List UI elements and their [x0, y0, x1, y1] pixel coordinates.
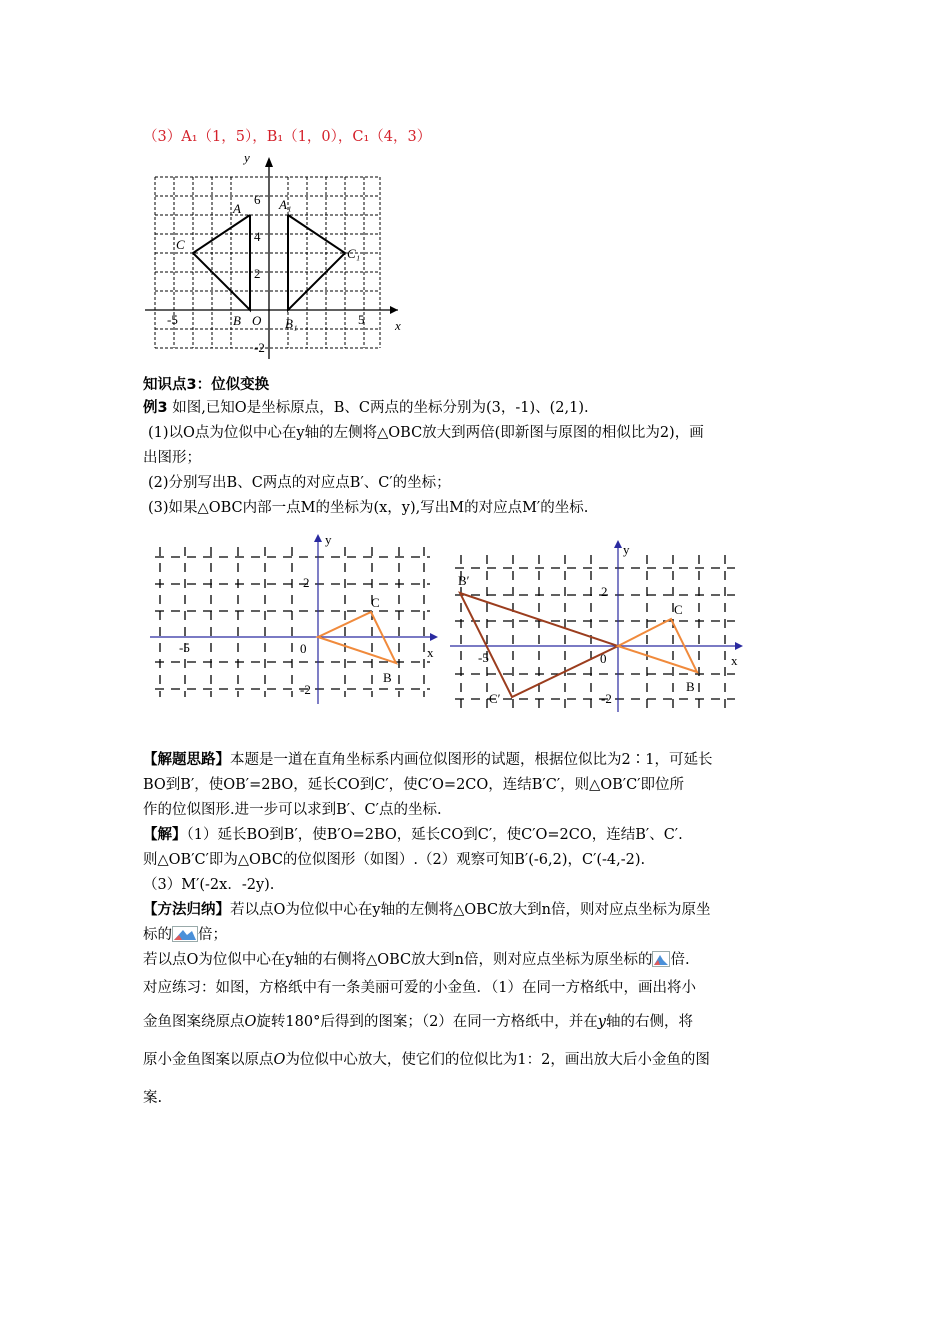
- thinking-line-2: BO到B′，使OB′=2BO，延长CO到C′，使C′O=2CO，连结B′C′，则△OB′C′即位所: [143, 777, 684, 793]
- practice-line-2: [143, 1012, 693, 1032]
- practice-origin-O: O: [244, 1014, 257, 1030]
- figure-reflection-grid: [140, 145, 420, 360]
- practice-text-2c: 轴的右侧，将: [606, 1014, 693, 1030]
- practice-y-axis: y: [597, 1014, 606, 1030]
- fig2r-label-Bprime: B′: [458, 573, 470, 588]
- thinking-tag: 【解题思路】: [143, 752, 230, 768]
- thinking-line-1: [143, 750, 712, 770]
- question-1a: (1)以O点为位似中心在y轴的左侧将△OBC放大到两倍(即新图与原图的相似比为2)，画: [148, 425, 704, 441]
- method-line-1: [143, 900, 710, 920]
- fig1-label-B1: B₁: [285, 316, 298, 331]
- method-tag: 【方法归纳】: [143, 902, 230, 918]
- fig1-label-A1: A₁: [279, 197, 292, 212]
- solution-text-1: （1）延长BO到B′，使B′O=2BO，延长CO到C′，使C′O=2CO，连结B′、C′.: [186, 827, 683, 843]
- fig1-tick-y-2: 2: [254, 266, 261, 281]
- fig2l-label-C: C: [371, 595, 380, 610]
- practice-text-3b: 为位似中心放大，使它们的位似比为1：2，画出放大后小金鱼的图: [285, 1052, 710, 1068]
- section-heading: 知识点3：位似变换: [143, 377, 270, 393]
- fig2r-origin: 0: [600, 651, 607, 666]
- fig2l-x-label: x: [427, 645, 434, 660]
- fig1-x-label: x: [395, 318, 401, 333]
- solution-line-3: （3）M′(-2x．-2y).: [143, 877, 275, 893]
- fig1-label-A: A: [233, 201, 241, 216]
- fig2l-label-B: B: [383, 670, 392, 685]
- method-text-2a: 标的: [143, 927, 172, 943]
- thinking-line-3: 作的位似图形.进一步可以求到B′、C′点的坐标.: [143, 802, 442, 818]
- example-stem-text: 如图,已知O是坐标原点，B、C两点的坐标分别为(3，-1)、(2,1).: [172, 400, 589, 416]
- example-title: 例3: [143, 400, 168, 416]
- thinking-text-1: 本题是一道在直角坐标系内画位似图形的试题，根据位似比为2∶1，可延长: [230, 752, 713, 768]
- fig2r-label-Cprime: C′: [489, 691, 501, 706]
- fig1-tick-x-pos: 5: [358, 312, 365, 327]
- answer-line-3: （3）A₁（1，5），B₁（1，0），C₁（4，3）: [143, 129, 432, 145]
- practice-text-2a: 金鱼图案绕原点: [143, 1014, 245, 1030]
- formula-image-icon: [652, 951, 670, 967]
- figure-enlarged-triangle: [450, 540, 750, 715]
- question-1b: 出图形；: [143, 450, 201, 466]
- figure-original-triangle: [145, 532, 445, 712]
- fig1-label-C: C: [176, 237, 185, 252]
- formula-image-icon: [172, 926, 198, 942]
- question-2: (2)分别写出B、C两点的对应点B′、C′的坐标；: [148, 475, 451, 491]
- practice-line-4: 案.: [143, 1090, 163, 1106]
- fig2r-tick-neg2: -2: [601, 691, 612, 706]
- fig2l-tick-neg2: -2: [300, 682, 311, 697]
- fig2r-tick-2: 2: [601, 584, 608, 599]
- fig2r-label-B: B: [686, 679, 695, 694]
- question-3: (3)如果△OBC内部一点M的坐标为(x，y),写出M的对应点M′的坐标.: [148, 500, 589, 516]
- practice-origin-O-2: O: [273, 1052, 286, 1068]
- fig1-y-label: y: [244, 150, 250, 165]
- practice-line-1: 对应练习：如图，方格纸中有一条美丽可爱的小金鱼．（1）在同一方格纸中，画出将小: [143, 980, 696, 996]
- fig1-tick-y-6: 6: [254, 192, 261, 207]
- solution-line-1: [143, 825, 683, 845]
- fig2r-y-label: y: [623, 542, 630, 557]
- method-text-3b: 倍.: [670, 952, 690, 968]
- practice-text-3a: 原小金鱼图案以原点: [143, 1052, 274, 1068]
- fig2l-y-label: y: [325, 532, 332, 547]
- fig1-tick-y-4: 4: [254, 229, 261, 244]
- solution-tag: 【解】: [143, 827, 187, 843]
- fig2l-origin: 0: [300, 641, 307, 656]
- fig2l-tick-2: 2: [303, 575, 310, 590]
- fig2r-label-C: C: [674, 602, 683, 617]
- fig1-label-B: B: [233, 313, 241, 328]
- fig1-label-C1: C₁: [347, 246, 361, 261]
- fig2l-tick-neg5: -5: [179, 640, 190, 655]
- method-text-1: 若以点O为位似中心在y轴的左侧将△OBC放大到n倍，则对应点坐标为原坐: [230, 902, 711, 918]
- example-stem: [143, 398, 589, 418]
- practice-text-2b: 旋转180°后得到的图案；（2）在同一方格纸中，并在: [256, 1014, 598, 1030]
- fig2r-x-label: x: [731, 653, 738, 668]
- fig2r-tick-neg5: -5: [478, 650, 489, 665]
- practice-line-3: [143, 1050, 710, 1070]
- method-line-2: [143, 925, 227, 945]
- method-line-3: [143, 950, 690, 970]
- method-text-2b: 倍；: [198, 927, 227, 943]
- solution-line-2: 则△OB′C′即为△OBC的位似图形（如图）.（2）观察可知B′(-6,2)，C′(-4,-2).: [143, 852, 646, 868]
- fig1-tick-x-neg: -5: [167, 312, 178, 327]
- fig1-tick-y-neg2: -2: [254, 340, 265, 355]
- method-text-3a: 若以点O为位似中心在y轴的右侧将△OBC放大到n倍，则对应点坐标为原坐标的: [143, 952, 653, 968]
- fig1-origin: O: [252, 313, 262, 328]
